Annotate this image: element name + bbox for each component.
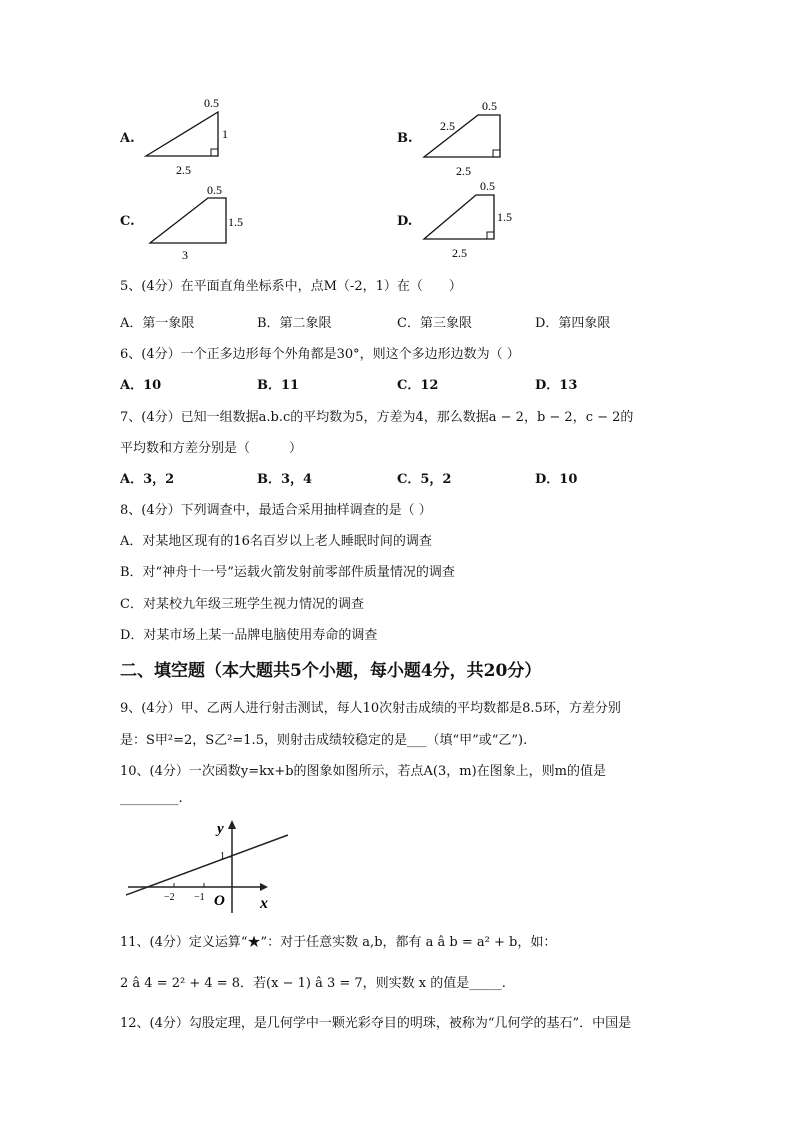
q6-option-d: D．13 (535, 378, 578, 393)
q8-stem: 8、(4分）下列调查中，最适合采用抽样调查的是（ ） (120, 503, 432, 518)
q8-option-a: A．对某地区现有的16名百岁以上老人睡眠时间的调查 (120, 534, 432, 549)
figure-d-side: 1.5 (497, 210, 512, 224)
q6-stem: 6、(4分）一个正多边形每个外角都是30°，则这个多边形边数为（ ） (120, 347, 520, 362)
figure-a-top: 0.5 (204, 96, 219, 110)
tick-label-neg2: −2 (164, 892, 175, 903)
figure-a-letter: A. (120, 131, 135, 146)
q7-option-a: A．3，2 (120, 472, 175, 487)
q5-option-c: C．第三象限 (397, 316, 472, 331)
x-axis-label: x (260, 895, 268, 912)
q9-line2: 是：S甲²=2，S乙²=1.5，则射击成绩较稳定的是___（填“甲”或“乙”). (120, 733, 528, 748)
q6-option-c: C．12 (397, 378, 439, 393)
figure-c-letter: C. (120, 214, 135, 229)
figure-b-letter: B. (397, 131, 413, 146)
figure-a-bottom: 2.5 (176, 163, 191, 177)
figure-d-bottom: 2.5 (452, 246, 467, 260)
figure-b-bottom: 2.5 (456, 164, 471, 178)
q6-option-b: B．11 (257, 378, 300, 393)
tick-label-one: 1 (220, 851, 225, 862)
figure-a (140, 92, 250, 177)
q5-option-a: A．第一象限 (120, 316, 195, 331)
figure-c-side: 1.5 (228, 215, 243, 229)
q10-line1: 10、(4分）一次函数y=kx+b的图象如图所示，若点A(3，m)在图象上，则m的值是 (120, 764, 607, 779)
figure-d-letter: D. (397, 214, 413, 229)
q7-option-d: D．10 (535, 472, 578, 487)
figure-b-slant: 2.5 (440, 119, 455, 133)
y-axis-arrow (228, 820, 236, 829)
q7-option-b: B．3，4 (257, 472, 313, 487)
q7-option-c: C．5，2 (397, 472, 452, 487)
figure-b (418, 95, 528, 180)
q10-graph (120, 815, 295, 920)
figure-c (140, 181, 255, 263)
q5-option-b: B．第二象限 (257, 316, 332, 331)
figure-c-bottom: 3 (182, 248, 188, 262)
y-axis-label: y (217, 821, 224, 837)
q11-line1: 11、(4分）定义运算“★”：对于任意实数 a,b，都有 a â b = a² + b，如： (120, 935, 557, 950)
section-title: 二、填空题（本大题共5个小题，每小题4分，共20分） (120, 661, 542, 681)
q9-line1: 9、(4分）甲、乙两人进行射击测试，每人10次射击成绩的平均数都是8.5环，方差分别 (120, 701, 621, 716)
q12-line1: 12、(4分）勾股定理，是几何学中一颗光彩夺目的明珠，被称为“几何学的基石”．中国是 (120, 1016, 632, 1031)
q5-stem: 5、(4分）在平面直角坐标系中，点M（-2，1）在（ ） (120, 279, 462, 294)
figure-b-top: 0.5 (482, 99, 497, 113)
q6-option-a: A．10 (120, 378, 162, 393)
q8-option-d: D．对某市场上某一品牌电脑使用寿命的调查 (120, 628, 378, 643)
q10-line2: _________. (120, 791, 183, 806)
q7-stem-line1: 7、(4分）已知一组数据a.b.c的平均数为5，方差为4，那么数据a − 2，b − 2，c − 2的 (120, 410, 634, 425)
tick-label-neg1: −1 (194, 892, 205, 903)
figure-a-side: 1 (222, 127, 228, 141)
q11-line2: 2 â 4 = 2² + 4 = 8．若(x − 1) â 3 = 7，则实数 x 的值是_____. (120, 976, 506, 991)
origin-label: O (214, 893, 225, 909)
q8-option-b: B．对“神舟十一号”运载火箭发射前零部件质量情况的调查 (120, 565, 455, 580)
figure-d-top: 0.5 (480, 179, 495, 193)
figure-c-top: 0.5 (207, 183, 222, 197)
figure-d (418, 177, 533, 263)
q8-option-c: C．对某校九年级三班学生视力情况的调查 (120, 597, 364, 612)
q7-stem-line2: 平均数和方差分别是（ ） (120, 441, 303, 456)
x-axis-arrow (260, 883, 268, 891)
q5-option-d: D．第四象限 (535, 316, 611, 331)
